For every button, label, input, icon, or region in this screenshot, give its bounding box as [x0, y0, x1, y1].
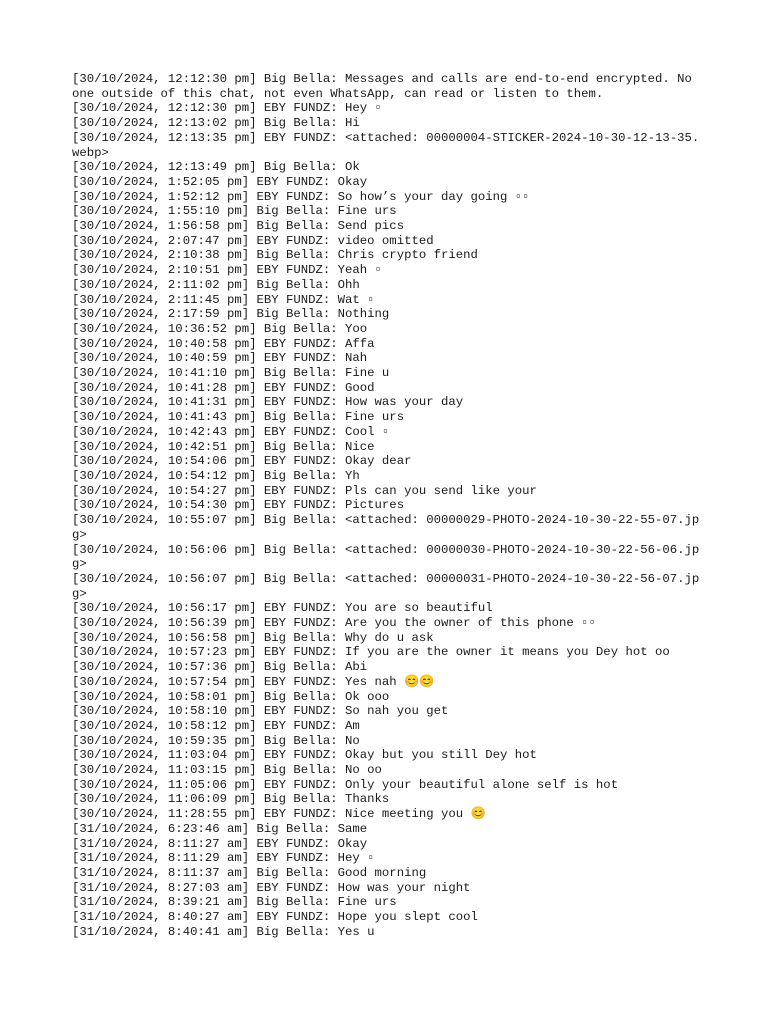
message-line: [30/10/2024, 12:12:30 pm] Big Bella: Messages and calls are end-to-end encrypted. No one outside of this chat, not even WhatsApp, can read or listen to them.: [72, 72, 700, 101]
message-line: [30/10/2024, 10:57:23 pm] EBY FUNDZ: If you are the owner it means you Dey hot oo: [72, 645, 670, 660]
message-line: [30/10/2024, 10:42:51 pm] Big Bella: Nice: [72, 439, 375, 454]
message-line: [30/10/2024, 10:40:59 pm] EBY FUNDZ: Nah: [72, 351, 368, 366]
message-line: [30/10/2024, 2:07:47 pm] EBY FUNDZ: video omitted: [72, 233, 434, 248]
message-line: [30/10/2024, 10:54:12 pm] Big Bella: Yh: [72, 468, 360, 483]
message-line: [30/10/2024, 10:56:06 pm] Big Bella: <attached: 00000030-PHOTO-2024-10-30-22-56-06.jpg>: [72, 542, 700, 572]
message-line: [30/10/2024, 10:40:58 pm] EBY FUNDZ: Affa: [72, 336, 375, 351]
message-line: [30/10/2024, 10:41:43 pm] Big Bella: Fine urs: [72, 410, 405, 425]
message-line: [30/10/2024, 2:11:02 pm] Big Bella: Ohh: [72, 277, 360, 292]
message-line: [31/10/2024, 8:11:37 am] Big Bella: Good morning: [72, 865, 427, 880]
message-line: [30/10/2024, 10:59:35 pm] Big Bella: No: [72, 733, 360, 748]
message-line: [30/10/2024, 10:41:31 pm] EBY FUNDZ: How was your day: [72, 395, 464, 410]
message-line: [30/10/2024, 10:41:28 pm] EBY FUNDZ: Good: [72, 380, 375, 395]
message-line: [31/10/2024, 8:39:21 am] Big Bella: Fine urs: [72, 895, 397, 910]
message-line: [30/10/2024, 12:13:49 pm] Big Bella: Ok: [72, 160, 360, 175]
message-line: [30/10/2024, 10:54:06 pm] EBY FUNDZ: Okay dear: [72, 454, 412, 469]
message-line: [30/10/2024, 10:36:52 pm] Big Bella: Yoo: [72, 321, 368, 336]
message-line: [30/10/2024, 12:12:30 pm] EBY FUNDZ: Hey ▫: [72, 101, 382, 116]
message-line: [30/10/2024, 1:52:05 pm] EBY FUNDZ: Okay: [72, 174, 368, 189]
message-line: [30/10/2024, 10:56:17 pm] EBY FUNDZ: You are so beautiful: [72, 601, 493, 616]
message-line: [30/10/2024, 11:06:09 pm] Big Bella: Thanks: [72, 792, 390, 807]
chat-transcript: [72, 72, 702, 939]
message-line: [30/10/2024, 2:11:45 pm] EBY FUNDZ: Wat ▫: [72, 292, 375, 307]
message-line: [30/10/2024, 2:17:59 pm] Big Bella: Nothing: [72, 307, 390, 322]
message-line: [30/10/2024, 10:56:07 pm] Big Bella: <attached: 00000031-PHOTO-2024-10-30-22-56-07.jpg>: [72, 571, 700, 601]
message-line: [30/10/2024, 12:13:02 pm] Big Bella: Hi: [72, 116, 360, 131]
message-line: [30/10/2024, 1:55:10 pm] Big Bella: Fine urs: [72, 204, 397, 219]
message-line: [31/10/2024, 6:23:46 am] Big Bella: Same: [72, 821, 368, 836]
message-line: [30/10/2024, 11:28:55 pm] EBY FUNDZ: Nice meeting you 😊: [72, 807, 486, 822]
message-line: [30/10/2024, 12:13:35 pm] EBY FUNDZ: <attached: 00000004-STICKER-2024-10-30-12-13-35.webp>: [72, 130, 700, 160]
message-line: [31/10/2024, 8:40:41 am] Big Bella: Yes u: [72, 924, 375, 939]
message-line: [31/10/2024, 8:11:27 am] EBY FUNDZ: Okay: [72, 836, 368, 851]
message-line: [30/10/2024, 2:10:38 pm] Big Bella: Chris crypto friend: [72, 248, 478, 263]
message-line: [30/10/2024, 10:58:12 pm] EBY FUNDZ: Am: [72, 718, 360, 733]
message-line: [30/10/2024, 1:56:58 pm] Big Bella: Send pics: [72, 219, 405, 234]
message-line: [30/10/2024, 11:03:15 pm] Big Bella: No oo: [72, 763, 382, 778]
message-line: [30/10/2024, 10:57:36 pm] Big Bella: Abi: [72, 660, 368, 675]
message-line: [30/10/2024, 1:52:12 pm] EBY FUNDZ: So how’s your day going ▫▫: [72, 189, 530, 204]
message-line: [30/10/2024, 10:54:27 pm] EBY FUNDZ: Pls can you send like your: [72, 483, 537, 498]
message-line: [30/10/2024, 10:58:01 pm] Big Bella: Ok ooo: [72, 689, 390, 704]
message-line: [31/10/2024, 8:27:03 am] EBY FUNDZ: How was your night: [72, 880, 471, 895]
message-line: [30/10/2024, 11:03:04 pm] EBY FUNDZ: Okay but you still Dey hot: [72, 748, 537, 763]
message-line: [31/10/2024, 8:40:27 am] EBY FUNDZ: Hope you slept cool: [72, 910, 478, 925]
message-line: [30/10/2024, 10:41:10 pm] Big Bella: Fine u: [72, 366, 390, 381]
message-line: [30/10/2024, 10:42:43 pm] EBY FUNDZ: Cool ▫: [72, 424, 390, 439]
message-line: [30/10/2024, 10:55:07 pm] Big Bella: <attached: 00000029-PHOTO-2024-10-30-22-55-07.jpg>: [72, 513, 700, 542]
message-line: [30/10/2024, 10:56:58 pm] Big Bella: Why do u ask: [72, 630, 434, 645]
message-line: [30/10/2024, 11:05:06 pm] EBY FUNDZ: Only your beautiful alone self is hot: [72, 777, 619, 792]
message-line: [30/10/2024, 10:57:54 pm] EBY FUNDZ: Yes nah 😊😊: [72, 674, 435, 689]
message-line: [30/10/2024, 10:58:10 pm] EBY FUNDZ: So nah you get: [72, 704, 449, 719]
message-line: [30/10/2024, 10:56:39 pm] EBY FUNDZ: Are you the owner of this phone ▫▫: [72, 616, 596, 631]
message-line: [30/10/2024, 10:54:30 pm] EBY FUNDZ: Pictures: [72, 498, 405, 513]
message-line: [30/10/2024, 2:10:51 pm] EBY FUNDZ: Yeah ▫: [72, 263, 382, 278]
message-line: [31/10/2024, 8:11:29 am] EBY FUNDZ: Hey ▫: [72, 851, 375, 866]
